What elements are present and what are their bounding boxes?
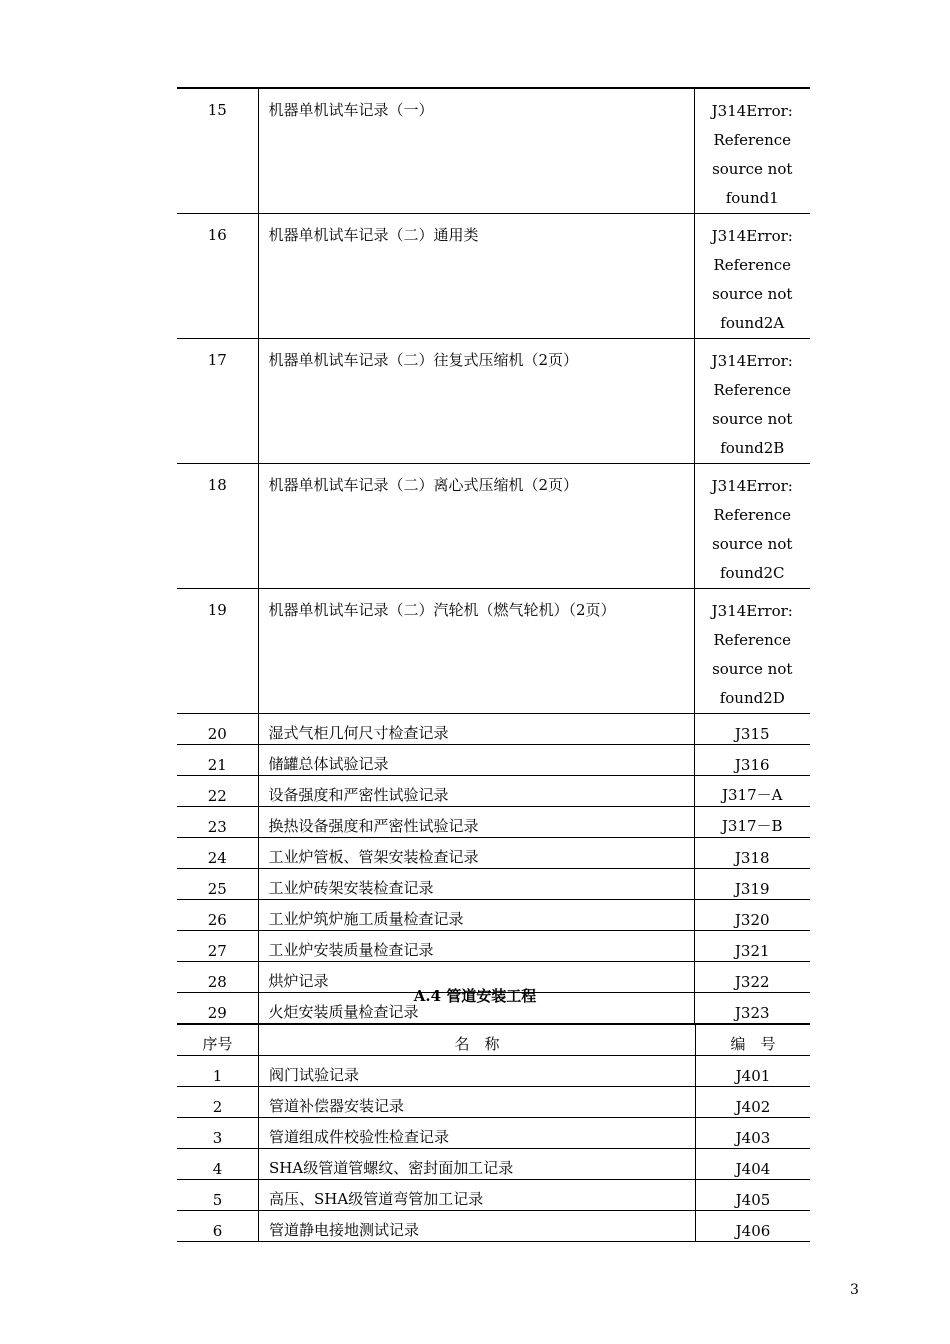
record-name: 火炬安装质量检查记录 xyxy=(258,993,694,1024)
row-number: 1 xyxy=(177,1056,259,1087)
row-number: 21 xyxy=(177,745,258,776)
row-number: 2 xyxy=(177,1087,259,1118)
record-code: J406 xyxy=(696,1211,811,1242)
table-row xyxy=(177,1087,810,1118)
header-name: 名 称 xyxy=(259,1025,696,1056)
row-number: 27 xyxy=(177,931,258,962)
record-code: J314Error: Reference source not found2C xyxy=(694,464,810,589)
table-row xyxy=(177,214,810,339)
table-row xyxy=(177,88,810,214)
record-code: J318 xyxy=(694,838,810,869)
row-number: 28 xyxy=(177,962,258,993)
record-code: J314Error: Reference source not found2B xyxy=(694,339,810,464)
row-number: 29 xyxy=(177,993,258,1024)
record-name: 高压、SHA级管道弯管加工记录 xyxy=(259,1180,696,1211)
record-code: J404 xyxy=(696,1149,811,1180)
table-row xyxy=(177,1180,810,1211)
record-code: J315 xyxy=(694,714,810,745)
table-row xyxy=(177,714,810,745)
row-number: 16 xyxy=(177,214,258,339)
record-name: 工业炉筑炉施工质量检查记录 xyxy=(258,900,694,931)
table-header-row xyxy=(177,1025,810,1056)
record-code: J323 xyxy=(694,993,810,1024)
record-code: J316 xyxy=(694,745,810,776)
record-code: J405 xyxy=(696,1180,811,1211)
table-row xyxy=(177,589,810,714)
record-code: J317－B xyxy=(694,807,810,838)
record-name: 机器单机试车记录（二）往复式压缩机（2页） xyxy=(258,339,694,464)
table-row xyxy=(177,339,810,464)
record-name: 机器单机试车记录（二）离心式压缩机（2页） xyxy=(258,464,694,589)
header-code: 编 号 xyxy=(696,1025,811,1056)
row-number: 23 xyxy=(177,807,258,838)
table-row xyxy=(177,838,810,869)
row-number: 22 xyxy=(177,776,258,807)
table-row xyxy=(177,1211,810,1242)
table-row xyxy=(177,1149,810,1180)
record-name: SHA级管道管螺纹、密封面加工记录 xyxy=(259,1149,696,1180)
row-number: 26 xyxy=(177,900,258,931)
record-name: 设备强度和严密性试验记录 xyxy=(258,776,694,807)
row-number: 3 xyxy=(177,1118,259,1149)
record-name: 储罐总体试验记录 xyxy=(258,745,694,776)
record-name: 工业炉砖架安装检查记录 xyxy=(258,869,694,900)
table-row xyxy=(177,900,810,931)
piping-records-table xyxy=(177,1024,810,1242)
header-number: 序号 xyxy=(177,1025,259,1056)
row-number: 19 xyxy=(177,589,258,714)
row-number: 25 xyxy=(177,869,258,900)
table-row xyxy=(177,807,810,838)
table-row xyxy=(177,931,810,962)
record-name: 烘炉记录 xyxy=(258,962,694,993)
table-row xyxy=(177,1056,810,1087)
equipment-records-table xyxy=(177,87,810,1024)
record-code: J317－A xyxy=(694,776,810,807)
record-code: J319 xyxy=(694,869,810,900)
record-code: J314Error: Reference source not found2D xyxy=(694,589,810,714)
record-name: 管道补偿器安装记录 xyxy=(259,1087,696,1118)
record-code: J314Error: Reference source not found2A xyxy=(694,214,810,339)
record-code: J320 xyxy=(694,900,810,931)
row-number: 24 xyxy=(177,838,258,869)
record-name: 管道组成件校验性检查记录 xyxy=(259,1118,696,1149)
table-row xyxy=(177,776,810,807)
row-number: 4 xyxy=(177,1149,259,1180)
record-code: J314Error: Reference source not found1 xyxy=(694,88,810,214)
table-row xyxy=(177,869,810,900)
record-name: 机器单机试车记录（二）汽轮机（燃气轮机）（2页） xyxy=(258,589,694,714)
record-name: 管道静电接地测试记录 xyxy=(259,1211,696,1242)
row-number: 6 xyxy=(177,1211,259,1242)
record-code: J321 xyxy=(694,931,810,962)
page-number: 3 xyxy=(850,1282,859,1298)
record-code: J403 xyxy=(696,1118,811,1149)
table-row xyxy=(177,745,810,776)
table-row xyxy=(177,464,810,589)
record-name: 工业炉安装质量检查记录 xyxy=(258,931,694,962)
record-name: 工业炉管板、管架安装检查记录 xyxy=(258,838,694,869)
row-number: 17 xyxy=(177,339,258,464)
row-number: 5 xyxy=(177,1180,259,1211)
record-name: 机器单机试车记录（一） xyxy=(258,88,694,214)
row-number: 15 xyxy=(177,88,258,214)
table-row xyxy=(177,1118,810,1149)
record-name: 换热设备强度和严密性试验记录 xyxy=(258,807,694,838)
record-code: J322 xyxy=(694,962,810,993)
record-name: 阀门试验记录 xyxy=(259,1056,696,1087)
record-name: 机器单机试车记录（二）通用类 xyxy=(258,214,694,339)
record-code: J401 xyxy=(696,1056,811,1087)
record-code: J402 xyxy=(696,1087,811,1118)
section-heading: A.4 管道安装工程 xyxy=(413,987,537,1005)
row-number: 18 xyxy=(177,464,258,589)
row-number: 20 xyxy=(177,714,258,745)
record-name: 湿式气柜几何尺寸检查记录 xyxy=(258,714,694,745)
